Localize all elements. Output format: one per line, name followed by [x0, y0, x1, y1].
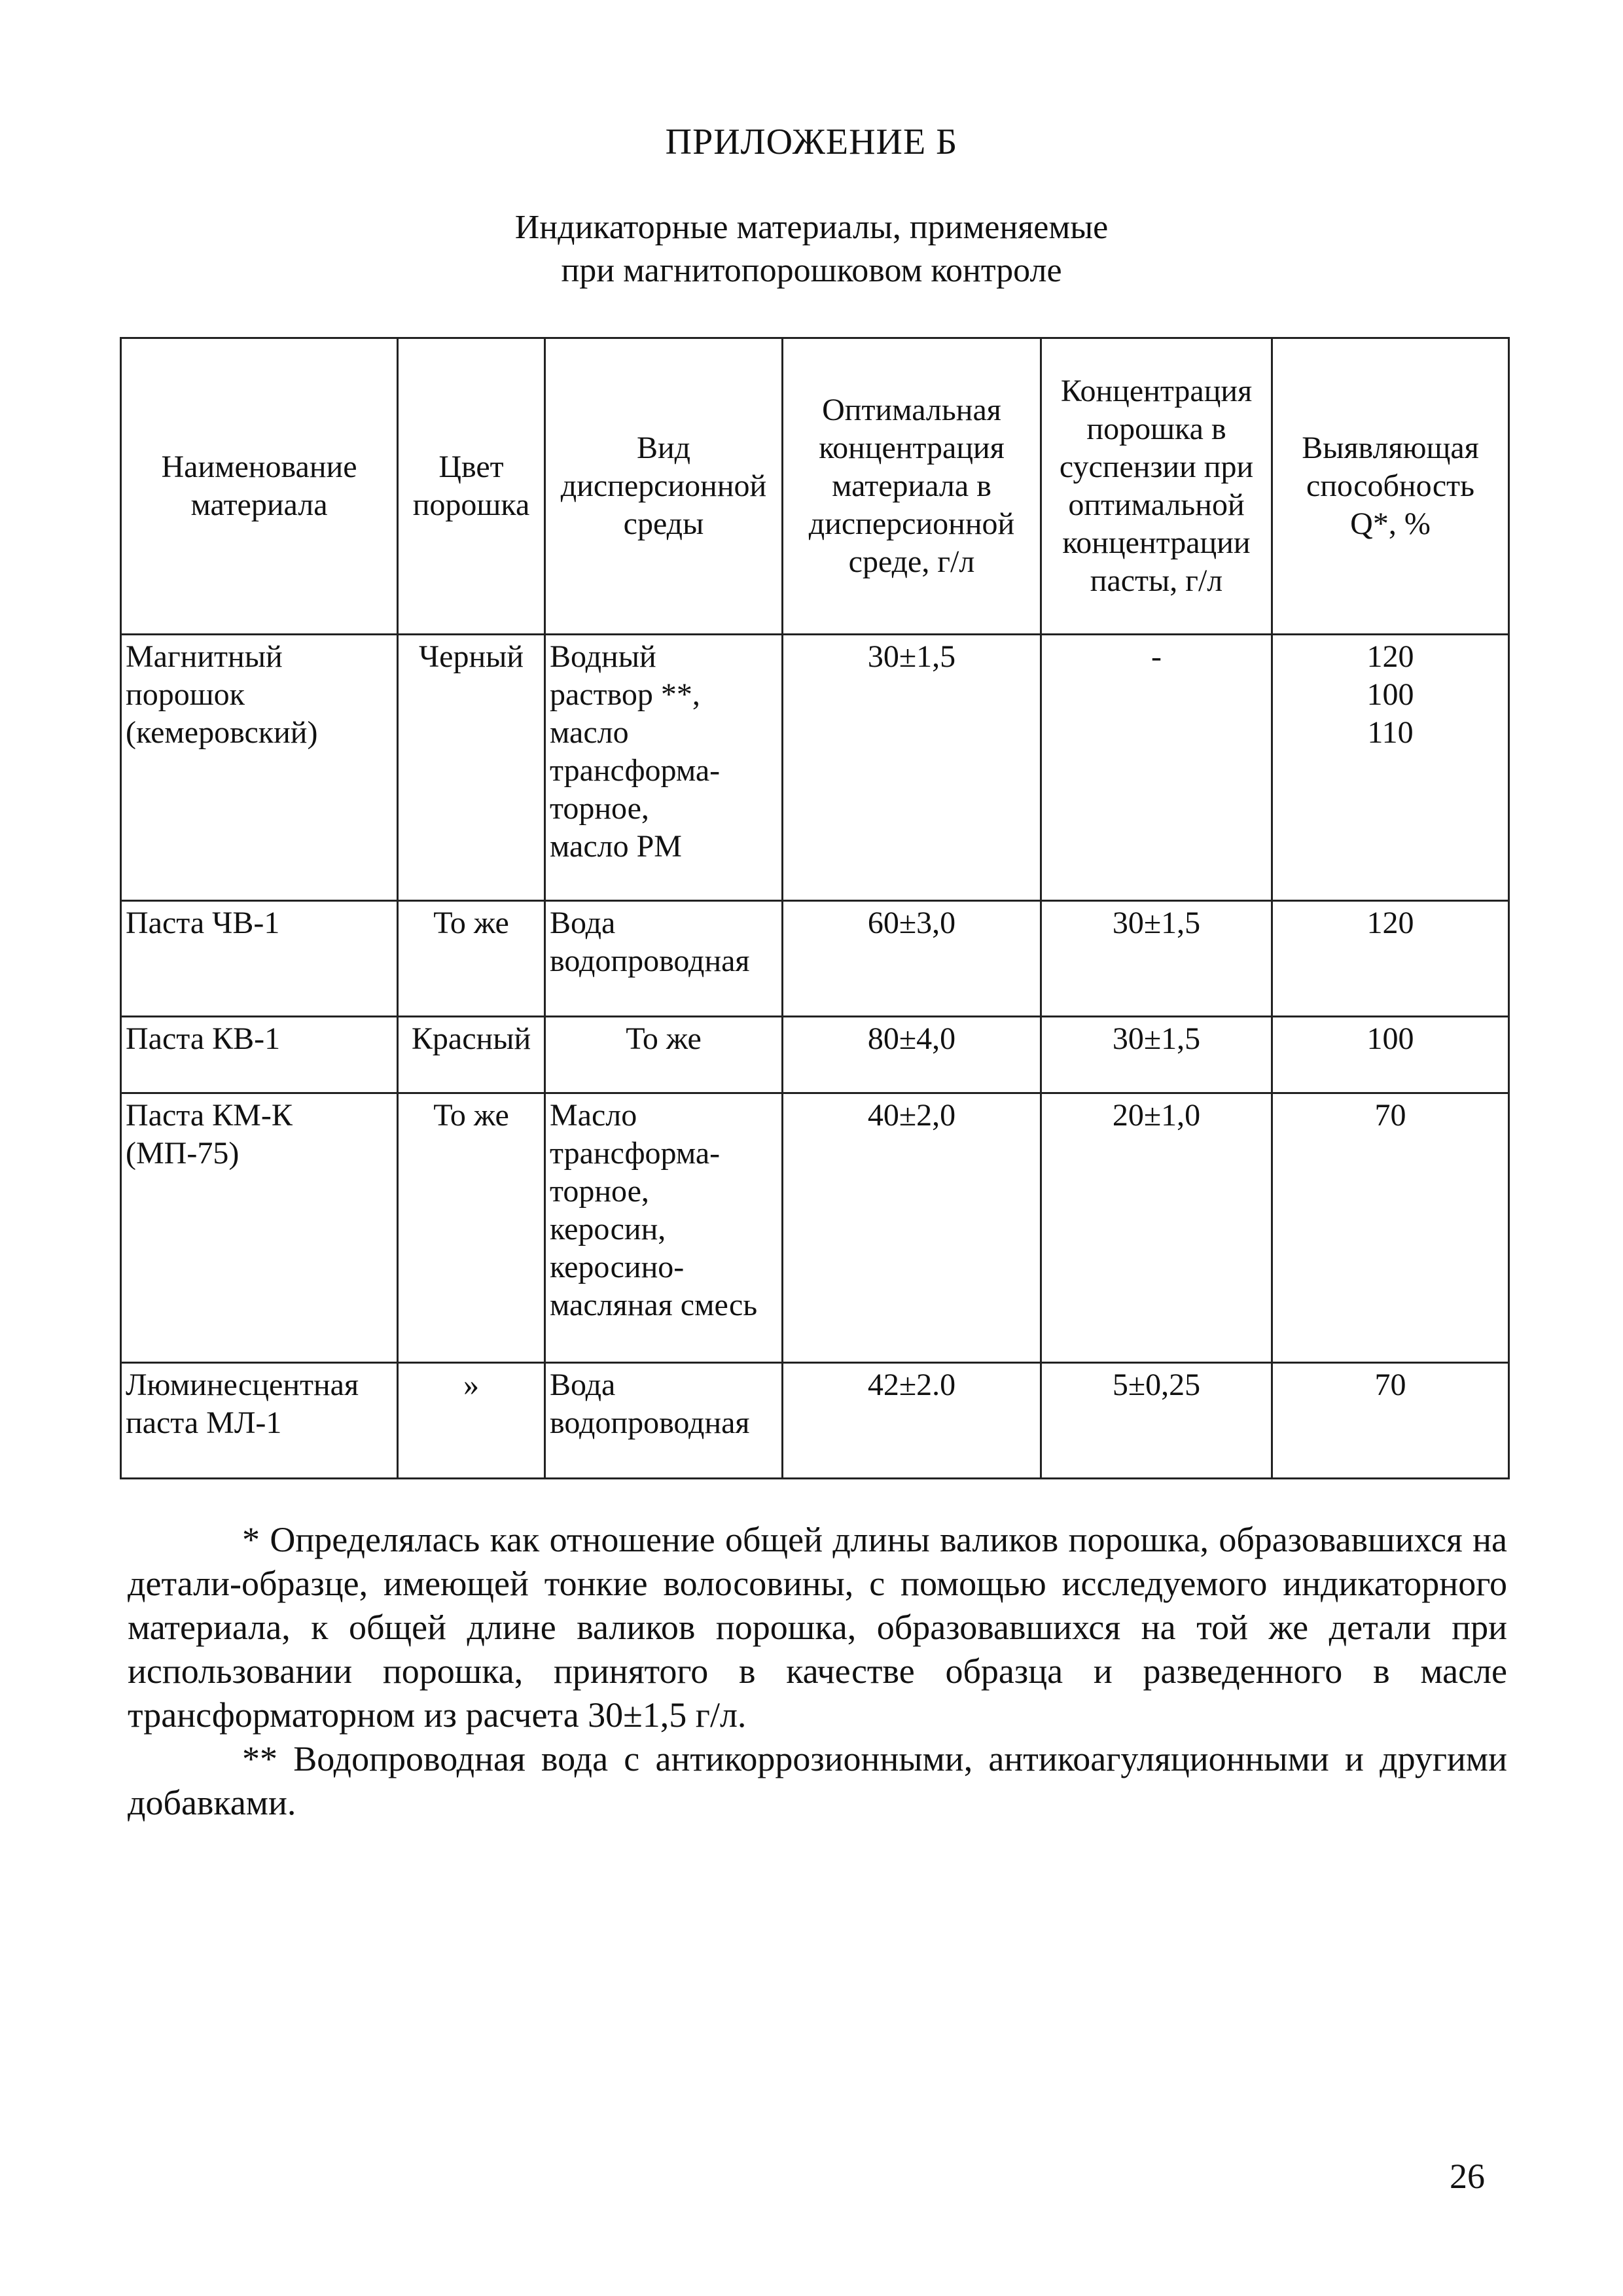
table-caption: [0, 206, 1623, 292]
header-optimal-concentration: Оптимальная концентрация материала в дисперсионной среде, г/л: [783, 338, 1041, 635]
header-detection-capability: Выявляющая способность Q*, %: [1272, 338, 1509, 635]
cell-dispersion-medium: Вода водопроводная: [545, 1363, 783, 1479]
footnote-double-asterisk: ** Водопроводная вода с антикоррозионными, антикоагуляционными и другими добавками.: [128, 1739, 1507, 1822]
cell-suspension-concentration: 30±1,5: [1041, 901, 1272, 1017]
footnotes: [128, 1518, 1507, 1825]
cell-powder-color: Красный: [398, 1017, 545, 1093]
cell-suspension-concentration: 5±0,25: [1041, 1363, 1272, 1479]
cell-detection-capability: 70: [1272, 1363, 1509, 1479]
cell-optimal-concentration: 80±4,0: [783, 1017, 1041, 1093]
caption-line-2: при магнитопорошковом контроле: [561, 252, 1062, 289]
cell-suspension-concentration: 20±1,0: [1041, 1093, 1272, 1363]
cell-detection-capability: 120 100 110: [1272, 635, 1509, 901]
cell-suspension-concentration: 30±1,5: [1041, 1017, 1272, 1093]
table-row: [121, 1017, 1509, 1093]
cell-material-name: Магнитный порошок (кемеровский): [121, 635, 398, 901]
header-material-name: Наименование материала: [121, 338, 398, 635]
cell-suspension-concentration: -: [1041, 635, 1272, 901]
header-suspension-concentration: Концентрация порошка в суспензии при оптимальной концентрации пасты, г/л: [1041, 338, 1272, 635]
cell-detection-capability: 70: [1272, 1093, 1509, 1363]
cell-powder-color: Черный: [398, 635, 545, 901]
table-row: [121, 635, 1509, 901]
cell-material-name: Паста ЧВ-1: [121, 901, 398, 1017]
table-row: [121, 1093, 1509, 1363]
cell-dispersion-medium: Масло трансформа- торное, керосин, керосино- масляная смесь: [545, 1093, 783, 1363]
cell-optimal-concentration: 60±3,0: [783, 901, 1041, 1017]
caption-line-1: Индикаторные материалы, применяемые: [514, 209, 1109, 246]
cell-optimal-concentration: 42±2.0: [783, 1363, 1041, 1479]
cell-powder-color: То же: [398, 901, 545, 1017]
cell-detection-capability: 120: [1272, 901, 1509, 1017]
cell-optimal-concentration: 30±1,5: [783, 635, 1041, 901]
page-number: 26: [1450, 2157, 1485, 2196]
cell-dispersion-medium: Водный раствор **, масло трансформа- торное, масло РМ: [545, 635, 783, 901]
table-header-row: [121, 338, 1509, 635]
cell-material-name: Люминесцентная паста МЛ-1: [121, 1363, 398, 1479]
header-dispersion-medium: Вид дисперсионной среды: [545, 338, 783, 635]
footnote-asterisk: * Определялась как отношение общей длины валиков порошка, образовавшихся на детали-образце, имеющей тонкие волосовины, с помощью исследуемого индикаторного материала, к общей длине валиков порошка, образовавшихся на той же детали при использовании порошка, принятого в качестве образца и разведенного в масле трансформаторном из расчета 30±1,5 г/л.: [128, 1520, 1507, 1735]
header-powder-color: Цвет порошка: [398, 338, 545, 635]
cell-dispersion-medium: Вода водопроводная: [545, 901, 783, 1017]
cell-material-name: Паста КМ-К (МП-75): [121, 1093, 398, 1363]
cell-material-name: Паста КВ-1: [121, 1017, 398, 1093]
table-row: [121, 901, 1509, 1017]
cell-dispersion-medium: То же: [545, 1017, 783, 1093]
indicator-materials-table: [120, 337, 1510, 1479]
cell-detection-capability: 100: [1272, 1017, 1509, 1093]
table-row: [121, 1363, 1509, 1479]
cell-powder-color: То же: [398, 1093, 545, 1363]
appendix-title: ПРИЛОЖЕНИЕ Б: [665, 122, 958, 162]
cell-optimal-concentration: 40±2,0: [783, 1093, 1041, 1363]
cell-powder-color: »: [398, 1363, 545, 1479]
